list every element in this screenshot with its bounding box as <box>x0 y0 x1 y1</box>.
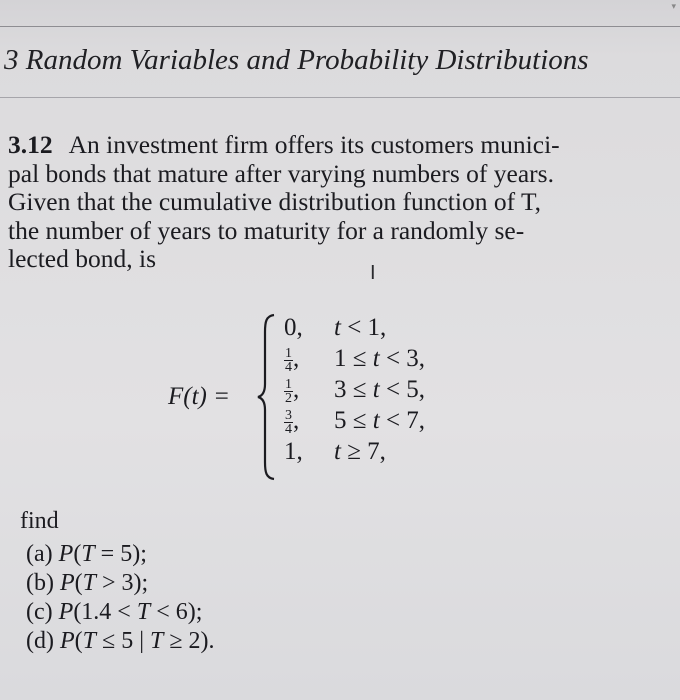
case-conditions <box>334 312 425 467</box>
find-label: find <box>20 508 59 534</box>
problem-line: the number of years to maturity for a randomly se- <box>8 215 525 245</box>
case-value: 1, <box>284 438 303 465</box>
case-condition: t ≥ 7, <box>334 438 386 465</box>
question-parts <box>26 540 215 656</box>
case-condition: 3 ≤ t < 5, <box>334 376 426 403</box>
case-condition: 1 ≤ t < 3, <box>334 345 426 372</box>
formula-lhs: F(t) = <box>168 383 230 410</box>
case-condition: 5 ≤ t < 7, <box>334 407 426 434</box>
I-beam-cursor-icon: I <box>370 262 376 284</box>
case-value: 0, <box>284 314 303 341</box>
top-rule <box>0 26 680 27</box>
question-part-a: (a) P(T = 5); <box>26 541 147 567</box>
case-value: $\frac{3}{4}$ , <box>285 407 300 437</box>
arrow-down-icon: ▾ <box>671 2 676 12</box>
question-part-b: (b) P(T > 3); <box>26 570 149 596</box>
question-part-d: (d) P(T ≤ 5 | T ≥ 2). <box>26 628 215 654</box>
question-part-c: (c) P(1.4 < T < 6); <box>26 599 203 625</box>
problem-text <box>8 131 668 274</box>
problem-line: pal bonds that mature after varying numbers of years. <box>8 158 554 188</box>
left-brace-icon <box>256 312 278 482</box>
case-condition: t < 1, <box>334 314 387 341</box>
problem-line <box>8 131 660 160</box>
problem-line-text: An investment firm offers its customers munici- <box>68 130 560 159</box>
header-rule <box>0 97 680 98</box>
chapter-title: 3 Random Variables and Probability Distributions <box>4 44 589 76</box>
problem-line: lected bond, is <box>8 244 157 273</box>
case-value: $\frac{1}{4}$ , <box>285 345 300 375</box>
problem-number: 3.12 <box>8 130 53 159</box>
case-value: $\frac{1}{2}$ , <box>285 376 300 406</box>
problem-line: Given that the cumulative distribution function of T, <box>8 187 542 216</box>
case-values <box>284 312 334 467</box>
